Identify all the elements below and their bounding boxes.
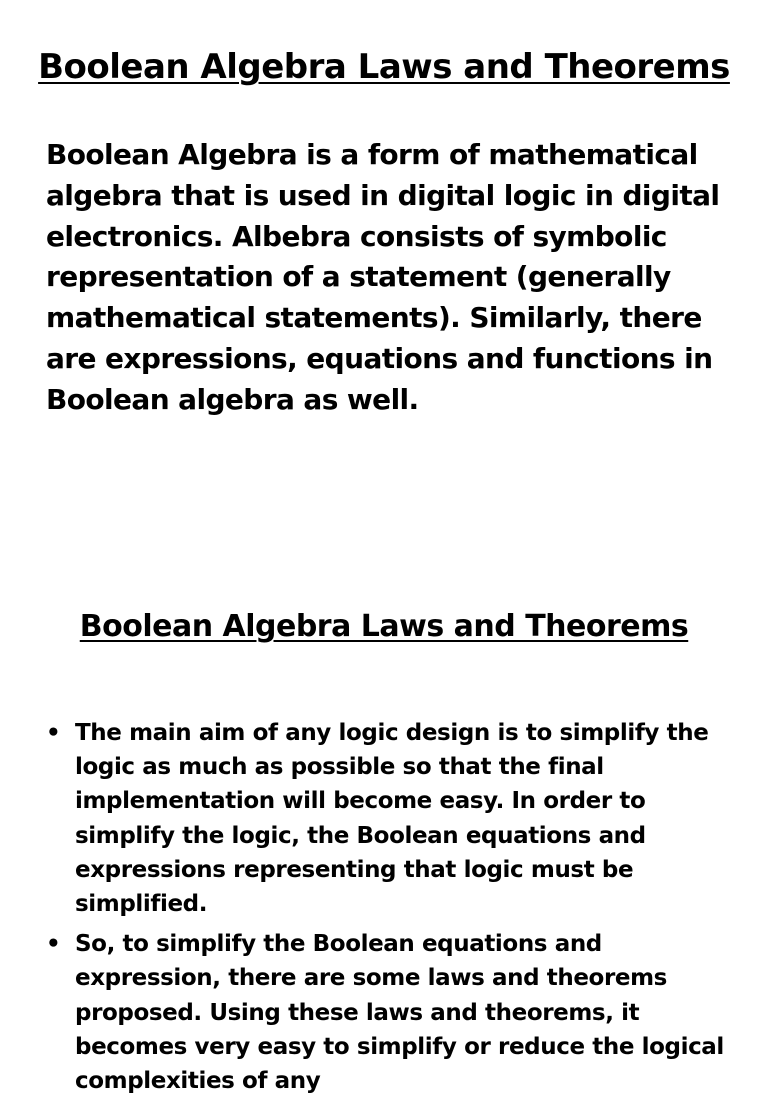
bullet-text: The main aim of any logic design is to simplify the logic as much as possible so that the final implementation will become easy. In order to simplify the logic, the Boolean equations and expressions representing that logic must be simplified. bbox=[75, 720, 709, 918]
bullet-text: So, to simplify the Boolean equations and expression, there are some laws and theorems proposed. Using these laws and theorems, it becomes very easy to simplify or reduce the logical complexities of any bbox=[75, 931, 724, 1095]
slide-body-paragraph: Boolean Algebra is a form of mathematical algebra that is used in digital logic in digital electronics. Albebra consists of symbolic representation of a statement (generally mathematical statements). Similarly, there are expressions, equations and functions in Boolean algebra as well. bbox=[46, 138, 720, 416]
bullet-icon: • bbox=[46, 720, 61, 746]
slide-1 bbox=[0, 0, 768, 500]
slide-title: Boolean Algebra Laws and Theorems bbox=[79, 609, 689, 644]
bullet-item bbox=[46, 716, 746, 921]
slide-2 bbox=[0, 560, 768, 1095]
bullet-icon: • bbox=[46, 931, 61, 958]
bullet-item bbox=[46, 927, 746, 1098]
slide-title: Boolean Algebra Laws and Theorems bbox=[38, 47, 730, 87]
bullet-list bbox=[46, 716, 746, 1104]
